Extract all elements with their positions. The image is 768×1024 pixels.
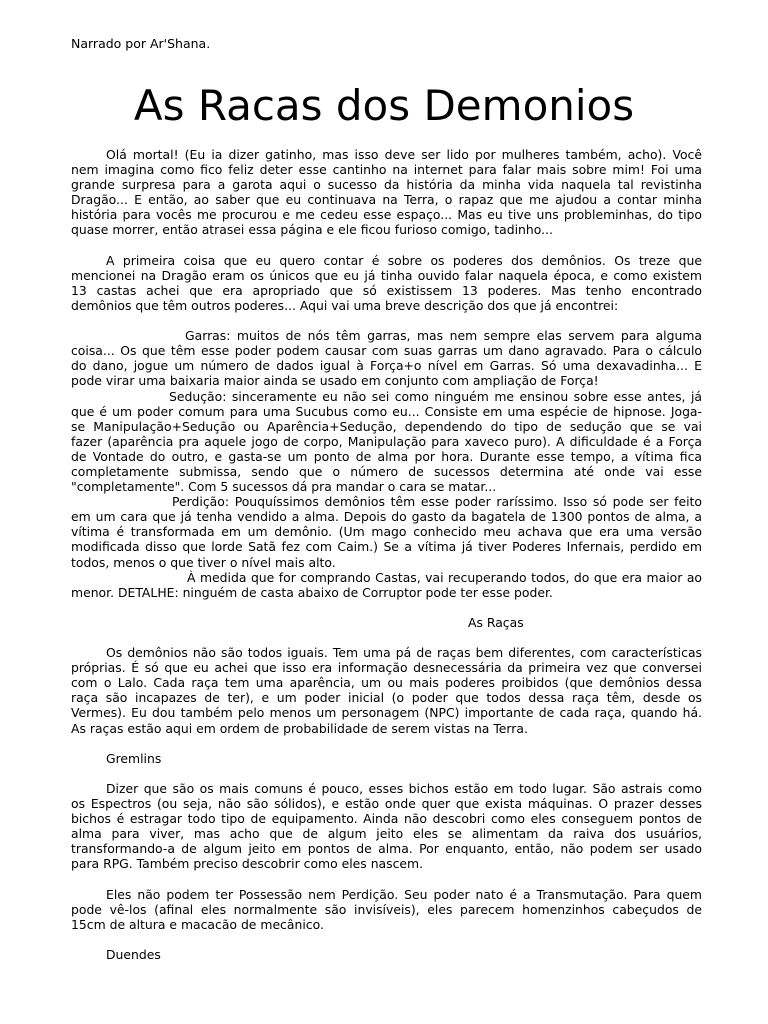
- text-line: pode virar uma baixaria maior ainda se usado em conjunto com ampliação de Força!: [71, 373, 599, 389]
- text-line: história para vocês me procurou e me cedeu esse espaço... Mas eu tive uns probleminhas, do tipo: [71, 207, 702, 223]
- text-line: os Espectros (ou seja, não são sólidos), e estão onde quer que exista máquinas. O prazer desses: [71, 796, 702, 812]
- page-title: As Racas dos Demonios: [133, 81, 635, 130]
- text-line: pode vê-los (afinal eles normalmente são invisíveis), eles parecem homenzinhos cabeçudos de: [71, 901, 702, 917]
- text-line: em um cara que já tenha vendido a alma. Depois do gasto da bagatela de 1300 pontos de alma, a: [71, 509, 702, 525]
- text-line: Vermes). Eu dou também pelo menos um personagem (NPC) importante de cada raça, quando há.: [71, 705, 702, 721]
- text-line: grande surpresa para a garota aqui o sucesso da história da minha vida naquela tal revistinha: [71, 177, 702, 193]
- text-line: menor. DETALHE: ninguém de casta abaixo de Corruptor pode ter esse poder.: [71, 584, 553, 600]
- powers-intro-paragraph: [71, 253, 702, 313]
- text-line: As raças estão aqui em ordem de probabilidade de serem vistas na Terra.: [71, 720, 528, 736]
- text-line: Os demônios não são todos iguais. Tem uma pá de raças bem diferentes, com características: [106, 645, 702, 661]
- text-line: fazer (aparência pra aquele jogo de corpo, Manipulação para xaveco puro). A dificuldade é a Força: [71, 433, 702, 449]
- section-heading-gremlins: Gremlins: [106, 750, 162, 766]
- text-line: 15cm de altura e macacão de mecânico.: [71, 916, 324, 932]
- text-line: próprias. É só que eu achei que isso era informação desnecessária da primeira vez que conversei: [71, 660, 702, 676]
- text-line: todos, menos o que tiver o nível mais alto.: [71, 554, 336, 570]
- text-line: de Vontade do outro, e gasta-se um ponto de alma por hora. Durante esse tempo, a vítima fica: [71, 448, 702, 464]
- text-line: que é um poder comum para uma Sucubus como eu... Consiste em uma espécie de hipnose. Joga-: [71, 403, 702, 419]
- text-line: Dragão... E então, ao saber que eu continuava na Terra, o rapaz que me ajudou a contar minha: [71, 192, 702, 208]
- text-line: demônios que têm outros poderes... Aqui vai uma breve descrição dos que já encontrei:: [71, 297, 619, 313]
- text-line: Sedução: sinceramente eu não sei como ninguém me ensinou sobre esse antes, já: [169, 388, 702, 404]
- text-line: "completamente". Com 5 sucessos dá pra mandar o cara se matar...: [71, 479, 497, 495]
- text-line: nem imagina como fico feliz deter esse cantinho na internet para falar mais sobre mim! Foi uma: [71, 162, 702, 178]
- text-line: Garras: muitos de nós têm garras, mas nem sempre elas servem para alguma: [185, 328, 702, 344]
- seducao-paragraph: [71, 389, 702, 495]
- text-line: Dizer que são os mais comuns é pouco, esses bichos estão em todo lugar. São astrais como: [106, 780, 702, 796]
- text-line: Olá mortal! (Eu ia dizer gatinho, mas isso deve ser lido por mulheres também, acho). Você: [106, 147, 702, 162]
- text-line: modificada disso que lorde Satã fez com Caim.) Se a vítima já tiver Poderes Infernais, perdido em: [71, 539, 702, 555]
- text-line: para RPG. Também preciso descobrir como eles nascem.: [71, 856, 424, 872]
- garras-paragraph: [71, 328, 702, 388]
- text-line: com o Lalo. Cada raça tem uma aparência, um ou mais poderes proibidos (que demônios dessa: [71, 675, 702, 691]
- gremlins-paragraph-1: [71, 781, 702, 872]
- text-line: coisa... Os que têm esse poder podem causar com suas garras um dano agravado. Para o cálculo: [71, 343, 702, 359]
- text-line: mencionei na Dragão eram os únicos que eu já tinha ouvido falar naquela época, e como existem: [71, 267, 702, 283]
- text-line: transformando-a de algum jeito em pontos de alma. Por enquanto, então, não podem ser usado: [71, 841, 702, 857]
- document-body: [71, 147, 702, 962]
- text-line: vítima é transformada em um demônio. (Um mago conhecido meu achava que era uma versão: [71, 524, 702, 540]
- section-heading-racas: As Raças: [468, 614, 524, 630]
- text-line: À medida que for comprando Castas, vai recuperando todos, do que era maior ao: [187, 569, 702, 585]
- text-line: do dano, jogue um número de dados igual à Força+o nível em Garras. Só uma dexavadinha... E: [71, 358, 702, 374]
- text-line: Perdição: Pouquíssimos demônios têm esse poder raríssimo. Isso só pode ser feito: [172, 494, 702, 510]
- narrator-line: Narrado por Ar'Shana.: [71, 36, 211, 51]
- section-heading-duendes: Duendes: [106, 946, 161, 962]
- text-line: completamente submissa, sendo que o número de sucessos determina até onde vai esse: [71, 463, 702, 479]
- text-line: raça são incapazes de ter), e um poder inicial (o poder que todos dessa raça têm, desde os: [71, 690, 702, 706]
- text-line: quase morrer, então atrasei essa página e ele ficou furioso comigo, tadinho...: [71, 222, 553, 238]
- racas-intro-paragraph: [71, 645, 702, 736]
- text-line: Eles não podem ter Possessão nem Perdição. Seu poder nato é a Transmutação. Para quem: [106, 886, 702, 902]
- text-line: bichos é estragar todo tipo de equipamento. Ainda não descobri como eles conseguem pontos de: [71, 811, 702, 827]
- castas-paragraph: [71, 570, 702, 600]
- perdicao-paragraph: [71, 494, 702, 569]
- gremlins-paragraph-2: [71, 887, 702, 932]
- text-line: se Manipulação+Sedução ou Aparência+Sedução, dependendo do tipo de sedução que se vai: [71, 418, 702, 434]
- text-line: A primeira coisa que eu quero contar é sobre os poderes dos demônios. Os treze que: [106, 252, 702, 268]
- text-line: alma para viver, mas acho que de algum jeito eles se alimentam da raiva dos usuários,: [71, 826, 702, 842]
- text-line: 13 castas achei que era apropriado que só existissem 13 poderes. Mas tenho encontrado: [71, 282, 702, 298]
- intro-paragraph: [71, 147, 702, 238]
